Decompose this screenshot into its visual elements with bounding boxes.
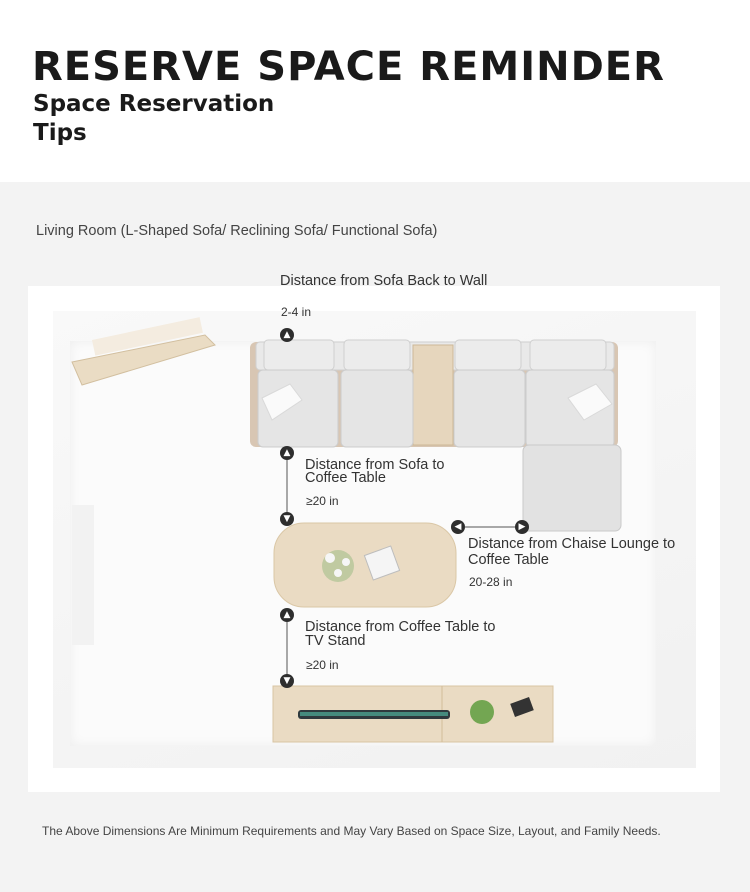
chevron-up-icon: ▲ xyxy=(280,608,294,622)
chevron-down-icon: ▼ xyxy=(280,674,294,688)
chevron-up-icon: ▲ xyxy=(280,446,294,460)
left-wall-panel xyxy=(72,505,94,645)
chaise-coffee-table-value: 20-28 in xyxy=(469,575,513,589)
sofa-back-wall-value: 2-4 in xyxy=(281,305,312,319)
tv-stand xyxy=(273,686,553,742)
sofa-coffee-table-label-line2: Coffee Table xyxy=(305,470,386,486)
table-tv-label-line1: Distance from Coffee Table to xyxy=(305,619,496,635)
room-type-caption: Living Room (L-Shaped Sofa/ Reclining Sofa/ Functional Sofa) xyxy=(36,223,438,239)
sofa-back-wall-label: Distance from Sofa Back to Wall xyxy=(280,273,488,289)
page-subtitle: Space Reservation Tips xyxy=(33,91,275,146)
footnote: The Above Dimensions Are Minimum Requirements and May Vary Based on Space Size, Layout, and Family Needs. xyxy=(42,824,661,838)
sofa-coffee-table-value: ≥20 in xyxy=(306,494,339,508)
window-shelf xyxy=(72,317,215,385)
sofa-coffee-table-label-line1: Distance from Sofa to xyxy=(305,457,445,473)
coffee-table xyxy=(274,523,456,607)
page-title: RESERVE SPACE REMINDER xyxy=(32,44,665,90)
table-tv-value: ≥20 in xyxy=(306,658,339,672)
table-tv-label-line2: TV Stand xyxy=(305,633,366,649)
chaise-coffee-table-label-line1: Distance from Chaise Lounge to xyxy=(468,536,676,552)
chevron-left-icon: ◀ xyxy=(451,520,465,534)
chevron-right-icon: ▶ xyxy=(515,520,529,534)
chevron-up-icon: ▲ xyxy=(280,328,294,342)
chevron-down-icon: ▼ xyxy=(280,512,294,526)
chaise-coffee-table-label-line2: Coffee Table xyxy=(468,552,549,568)
